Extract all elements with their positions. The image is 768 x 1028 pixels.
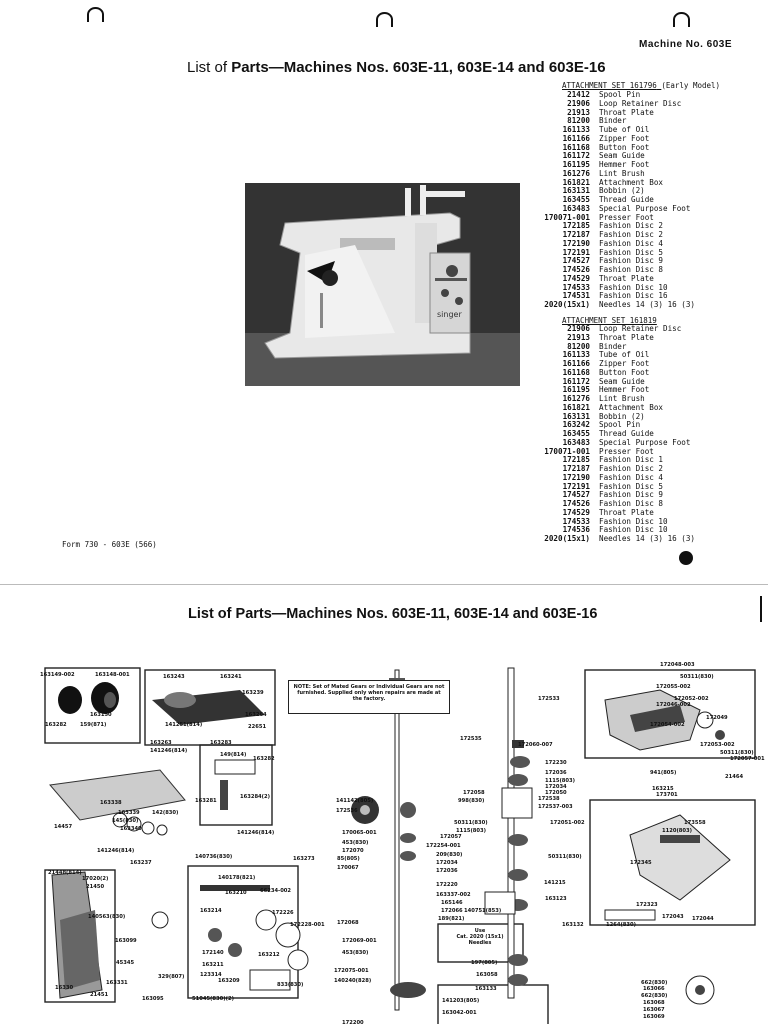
part-description: Zipper Foot — [599, 359, 650, 368]
part-label: 172140 — [202, 950, 224, 956]
part-label: 66234-002 — [260, 888, 292, 894]
part-label: 172034 — [545, 784, 567, 790]
part-number: 161168 — [562, 142, 590, 152]
part-label: 172053-002 — [700, 742, 735, 748]
part-description: Fashion Disc 2 — [599, 230, 664, 239]
machine-photo — [245, 183, 520, 386]
singer-logo-icon — [679, 551, 693, 565]
part-label: 140178(821) — [218, 875, 256, 881]
part-description: Fashion Disc 1 — [599, 455, 664, 465]
part-number: 163483 — [562, 437, 590, 447]
part-label: 163058 — [476, 972, 498, 978]
part-label: 172536 — [336, 808, 358, 814]
part-description: Button Foot — [599, 142, 650, 152]
part-label: 172036 — [436, 868, 458, 874]
part-number: 174527 — [562, 256, 590, 266]
needle-use-needles: Needles — [468, 940, 492, 946]
part-label: 163282 — [45, 722, 67, 728]
part-label: 172055-002 — [656, 684, 691, 690]
part-number: 174526 — [562, 265, 590, 274]
part-number: 172190 — [562, 238, 590, 248]
part-label: 45345 — [116, 960, 135, 966]
part-label: 163133 — [475, 986, 497, 992]
attachment-set-1-list — [528, 91, 748, 310]
part-description: Bobbin (2) — [599, 186, 645, 196]
part-label: 163337-002 — [436, 892, 471, 898]
part-label: 21448(814) — [48, 870, 82, 876]
binder-hole-left — [87, 7, 104, 22]
part-label: 172043 — [662, 914, 684, 920]
part-number: 161172 — [562, 376, 590, 386]
needle-use-cat: Cat. 2020 (15x1) — [456, 934, 504, 940]
part-number: 163131 — [562, 411, 590, 421]
diagram-note-text: Set of Mated Gears or Individual Gears are not furnished. Supplied only when repairs are made at the factory. — [297, 684, 445, 702]
photo-brand: singer — [437, 310, 462, 319]
part-number: 163483 — [562, 203, 590, 213]
part-description: Attachment Box — [599, 402, 664, 412]
part-label: 662(830) — [641, 980, 668, 986]
part-number: 172187 — [562, 464, 590, 473]
part-label: 833(830) — [277, 982, 304, 988]
part-label: 163210 — [225, 890, 247, 896]
part-number: 161172 — [562, 151, 590, 161]
part-label: 172535 — [460, 736, 482, 742]
part-label: 172050 — [545, 790, 567, 796]
part-label: 22651 — [248, 724, 267, 730]
part-number: 172187 — [562, 230, 590, 239]
part-number: 2020(15x1) — [544, 300, 590, 309]
part-label: 172052-002 — [674, 696, 709, 702]
part-number: 161166 — [562, 359, 590, 368]
part-number: 161133 — [562, 350, 590, 360]
part-label: 140751(853) — [464, 908, 502, 914]
part-label: 163243 — [163, 674, 185, 680]
part-description: Loop Retainer Disc — [599, 324, 682, 333]
part-number: 161133 — [562, 125, 590, 134]
needle-use-label: Use — [474, 928, 486, 934]
part-label: 141246(814) — [237, 830, 275, 836]
part-label: 172323 — [636, 902, 658, 908]
part-label: 141246(814) — [150, 748, 188, 754]
part-label: 163066 — [643, 986, 665, 992]
title-main: Parts—Machines Nos. 603E-11, 603E-14 and 603E-16 — [231, 59, 606, 76]
part-label: 163273 — [293, 856, 315, 862]
part-number: 161195 — [562, 385, 590, 395]
part-row — [528, 301, 748, 310]
part-description: Presser Foot — [599, 212, 654, 222]
part-label: 163067 — [643, 1007, 665, 1013]
part-label: 453(830) — [342, 950, 369, 956]
part-description: Attachment Box — [599, 177, 664, 187]
part-description: Fashion Disc 16 — [599, 291, 668, 301]
part-label: 197(805) — [471, 960, 498, 966]
part-label: 159(871) — [80, 722, 107, 728]
part-label: 172049 — [706, 715, 728, 721]
part-label: 50311(830) — [680, 674, 714, 680]
part-label: 141246(814) — [97, 848, 135, 854]
part-label: 170065-001 — [342, 830, 377, 836]
part-label: 172036 — [545, 770, 567, 776]
part-label: 1115(803) — [456, 828, 487, 834]
part-label: 172051-002 — [550, 820, 585, 826]
part-label: 453(830) — [342, 840, 369, 846]
part-label: 141203(805) — [442, 998, 480, 1004]
part-description: Fashion Disc 9 — [599, 490, 664, 500]
attachment-set-1-title: ATTACHMENT SET 161796 — [562, 81, 657, 90]
part-label: 141251(814) — [165, 722, 203, 728]
part-label: 172060-007 — [518, 742, 553, 748]
part-label: 170067 — [337, 865, 359, 871]
part-label: 163340 — [120, 826, 142, 832]
part-label: 163068 — [643, 1000, 665, 1006]
part-number: 161195 — [562, 160, 590, 169]
part-label: 123314 — [200, 972, 222, 978]
part-label: 149(814) — [220, 752, 247, 758]
part-description: Fashion Disc 10 — [599, 282, 668, 292]
part-number: 21913 — [567, 332, 590, 342]
part-number: 81200 — [567, 341, 590, 351]
part-description: Fashion Disc 10 — [599, 525, 668, 535]
form-number: Form 730 - 603E (566) — [62, 540, 157, 549]
part-label: 85(805) — [337, 856, 360, 862]
part-label: 329(807) — [158, 974, 185, 980]
part-label: 163263 — [150, 740, 172, 746]
part-description: Lint Brush — [599, 394, 645, 403]
part-description: Bobbin (2) — [599, 411, 645, 421]
part-label: 14457 — [54, 824, 73, 830]
part-label: 163099 — [115, 938, 137, 944]
part-description: Fashion Disc 9 — [599, 256, 664, 266]
page-title — [187, 57, 606, 76]
binder-hole-center — [376, 12, 393, 27]
parts-diagram-drawing — [40, 660, 760, 1024]
part-description: Seam Guide — [599, 151, 645, 161]
part-label: 1115(803) — [545, 778, 576, 784]
part-description: Hemmer Foot — [599, 160, 650, 169]
part-label: 172046-002 — [656, 702, 691, 708]
title-prefix: List of — [187, 59, 232, 76]
part-label: 51045(830)(2) — [192, 996, 234, 1002]
part-label: 141142(805) — [336, 798, 374, 804]
part-number: 170071-001 — [544, 446, 590, 456]
part-label: 173558 — [684, 820, 706, 826]
part-label: 173701 — [656, 792, 678, 798]
part-number: 174526 — [562, 499, 590, 508]
part-label: 163069 — [643, 1014, 665, 1020]
part-label: 163283 — [210, 740, 232, 746]
part-number: 163131 — [562, 186, 590, 196]
part-row — [528, 535, 748, 544]
part-number: 174527 — [562, 490, 590, 500]
part-label: 172537-003 — [538, 804, 573, 810]
part-description: Loop Retainer Disc — [599, 98, 682, 108]
part-label: 17020(2) — [82, 876, 109, 882]
part-label: 163214 — [200, 908, 222, 914]
page2-title-prefix: List of — [188, 606, 236, 622]
part-label: 172200 — [342, 1020, 364, 1026]
part-label: 941(805) — [650, 770, 677, 776]
part-label: 140240(828) — [334, 978, 372, 984]
sewing-machine-illustration — [245, 183, 520, 386]
part-description: Thread Guide — [599, 429, 654, 438]
part-label: 172228-001 — [290, 922, 325, 928]
part-number: 163455 — [562, 429, 590, 438]
diagram-note-label: NOTE: — [293, 684, 311, 690]
part-description: Tube of Oil — [599, 125, 650, 134]
part-label: 172069-001 — [342, 938, 377, 944]
part-number: 21412 — [567, 90, 590, 99]
part-label: 1264(830) — [606, 922, 637, 928]
part-label: 172066 — [441, 908, 463, 914]
part-description: Fashion Disc 8 — [599, 265, 664, 274]
part-description: Fashion Disc 5 — [599, 481, 664, 491]
machine-number: Machine No. 603E — [639, 39, 733, 50]
binder-hole-right — [673, 12, 690, 27]
part-label: 163264 — [245, 712, 267, 718]
part-label: 172075-001 — [334, 968, 369, 974]
part-description: Binder — [599, 341, 627, 351]
part-label: 50311(830) — [454, 820, 488, 826]
page2-title-main: Parts—Machines Nos. 603E-11, 603E-14 and 603E-16 — [235, 606, 598, 622]
diagram-note — [289, 681, 449, 705]
part-label: 50311(830) — [548, 854, 582, 860]
part-number: 163455 — [562, 195, 590, 204]
part-description: Button Foot — [599, 367, 650, 377]
part-label: 163132 — [562, 922, 584, 928]
part-description: Needles 14 (3) 16 (3) — [599, 534, 696, 543]
part-number: 174531 — [562, 291, 590, 301]
part-label: 662(830) — [641, 993, 668, 999]
part-description: Spool Pin — [599, 420, 641, 430]
part-label: 163284(2) — [240, 794, 271, 800]
part-number: 161276 — [562, 168, 590, 178]
part-label: 165146 — [441, 900, 463, 906]
part-number: 21906 — [567, 324, 590, 333]
part-label: 1120(803) — [662, 828, 693, 834]
part-description: Throat Plate — [599, 507, 654, 517]
part-number: 81200 — [567, 116, 590, 126]
part-description: Lint Brush — [599, 168, 645, 178]
part-label: 172044 — [692, 916, 714, 922]
part-label: 145(830) — [112, 818, 139, 824]
part-description: Spool Pin — [599, 90, 641, 99]
part-label: 21464 — [725, 774, 744, 780]
part-description: Special Purpose Foot — [599, 437, 691, 447]
part-label: 172070 — [342, 848, 364, 854]
part-row — [528, 334, 748, 343]
part-description: Throat Plate — [599, 332, 654, 342]
part-label: 998(830) — [458, 798, 485, 804]
part-number: 172185 — [562, 221, 590, 231]
part-label: 163237 — [130, 860, 152, 866]
part-number: 170071-001 — [544, 212, 590, 222]
part-number: 174533 — [562, 516, 590, 526]
part-label: 172048-003 — [660, 662, 695, 668]
part-number: 172191 — [562, 481, 590, 491]
part-number: 161168 — [562, 367, 590, 377]
needle-usage-note — [440, 928, 520, 946]
part-label: 163331 — [106, 980, 128, 986]
part-label: 141215 — [544, 880, 566, 886]
page2-title — [188, 603, 597, 622]
part-description: Needles 14 (3) 16 (3) — [599, 300, 696, 309]
attachment-set-2-list — [528, 325, 748, 544]
part-label: 163149-002 — [40, 672, 75, 678]
right-edge-mark — [760, 596, 762, 622]
part-label: 21451 — [90, 992, 109, 998]
part-description: Fashion Disc 4 — [599, 238, 664, 248]
part-label: 16330 — [55, 985, 74, 991]
part-number: 174529 — [562, 273, 590, 283]
part-label: 172034 — [436, 860, 458, 866]
part-number: 2020(15x1) — [544, 534, 590, 543]
part-number: 161276 — [562, 394, 590, 403]
part-number: 161821 — [562, 402, 590, 412]
part-description: Fashion Disc 10 — [599, 516, 668, 526]
part-label: 172345 — [630, 860, 652, 866]
part-label: 163148-001 — [95, 672, 130, 678]
part-number: 161166 — [562, 133, 590, 143]
part-label: 172533 — [538, 696, 560, 702]
page-divider — [0, 584, 768, 585]
part-label: 140736(830) — [195, 854, 233, 860]
part-label: 172057 — [440, 834, 462, 840]
part-number: 172191 — [562, 247, 590, 257]
part-description: Thread Guide — [599, 195, 654, 204]
part-label: 163241 — [220, 674, 242, 680]
part-label: 172220 — [436, 882, 458, 888]
part-label: 163239 — [242, 690, 264, 696]
part-label: 142(830) — [152, 810, 179, 816]
part-label: 163123 — [545, 896, 567, 902]
part-description: Special Purpose Foot — [599, 203, 691, 213]
part-label: 172226 — [272, 910, 294, 916]
diagram-note-box — [288, 680, 450, 714]
part-label: 163042-001 — [442, 1010, 477, 1016]
part-number: 174529 — [562, 507, 590, 517]
part-label: 209(830) — [436, 852, 463, 858]
part-number: 172190 — [562, 472, 590, 482]
part-number: 21913 — [567, 107, 590, 117]
part-label: 163338 — [100, 800, 122, 806]
part-label: 172254-001 — [426, 843, 461, 849]
attachment-set-2-heading: ATTACHMENT SET 161819 — [562, 316, 657, 325]
part-label: 163150 — [90, 712, 112, 718]
part-number: 161821 — [562, 177, 590, 187]
part-label: 172068 — [337, 920, 359, 926]
part-description: Fashion Disc 2 — [599, 464, 664, 473]
part-description: Fashion Disc 5 — [599, 247, 664, 257]
part-label: 189(821) — [438, 916, 465, 922]
part-label: 163339 — [118, 810, 140, 816]
part-label: 172058 — [463, 790, 485, 796]
part-description: Fashion Disc 8 — [599, 499, 664, 508]
part-number: 172185 — [562, 455, 590, 465]
part-label: 21450 — [86, 884, 105, 890]
part-row — [528, 109, 748, 118]
parts-diagram — [40, 660, 765, 1026]
part-label: 172057-001 — [730, 756, 765, 762]
part-label: 163212 — [258, 952, 280, 958]
part-number: 21906 — [567, 98, 590, 108]
part-description: Fashion Disc 2 — [599, 221, 664, 231]
part-description: Throat Plate — [599, 273, 654, 283]
part-label: 163282 — [253, 756, 275, 762]
part-label: 50311(830) — [720, 750, 754, 756]
part-label: 172538 — [538, 796, 560, 802]
part-label: 163211 — [202, 962, 224, 968]
part-number: 174533 — [562, 282, 590, 292]
part-description: Presser Foot — [599, 446, 654, 456]
part-description: Throat Plate — [599, 107, 654, 117]
part-description: Hemmer Foot — [599, 385, 650, 395]
part-description: Binder — [599, 116, 627, 126]
part-number: 163242 — [562, 420, 590, 430]
part-label: 172230 — [545, 760, 567, 766]
part-label: 172054-002 — [650, 722, 685, 728]
attachment-set-1-heading — [562, 81, 720, 90]
part-label: 163215 — [652, 786, 674, 792]
part-description: Seam Guide — [599, 376, 645, 386]
part-description: Fashion Disc 4 — [599, 472, 664, 482]
part-label: 140563(830) — [88, 914, 126, 920]
part-label: 163209 — [218, 978, 240, 984]
part-description: Tube of Oil — [599, 350, 650, 360]
part-number: 174536 — [562, 525, 590, 535]
part-label: 163281 — [195, 798, 217, 804]
attachment-set-1-note: (Early Model) — [661, 81, 721, 90]
part-description: Zipper Foot — [599, 133, 650, 143]
part-label: 163095 — [142, 996, 164, 1002]
